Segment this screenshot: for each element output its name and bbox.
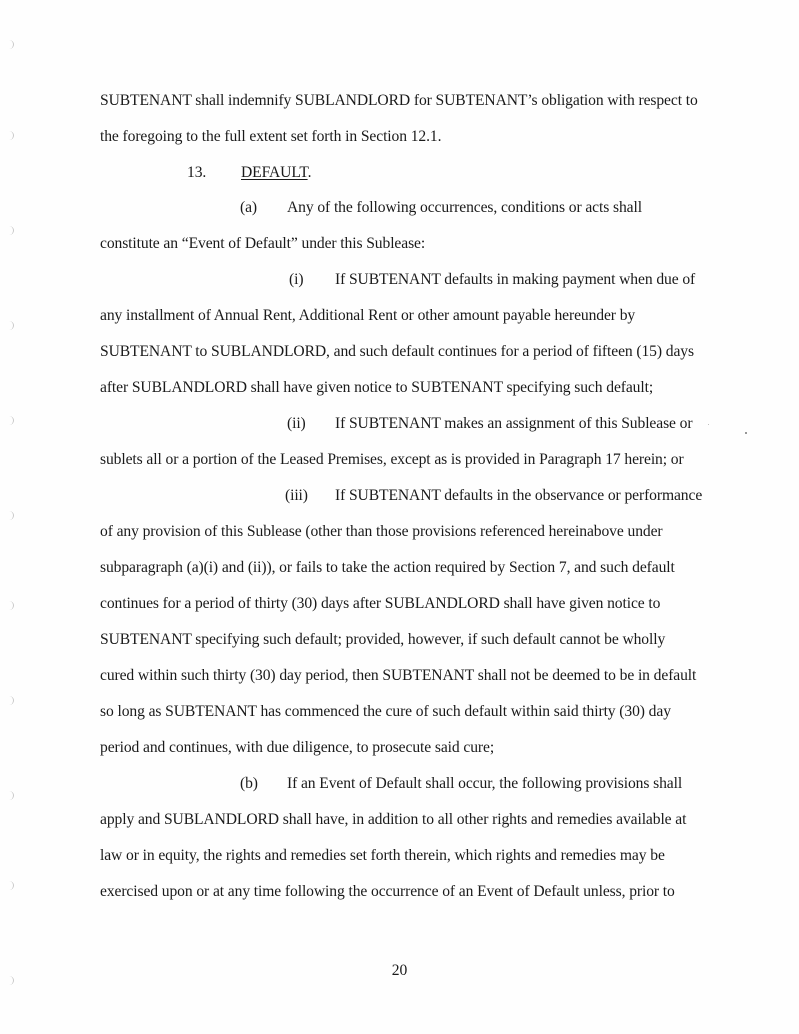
margin-mark [9,416,14,425]
text-line: of any provision of this Sublease (other than those provisions referenced hereinabove under [100,523,663,540]
text-line: after SUBLANDLORD shall have given notice to SUBTENANT specifying such default; [100,379,654,396]
text-line: sublets all or a portion of the Leased Premises, except as is provided in Paragraph 17 herein; or [100,451,684,468]
text-line: SUBTENANT to SUBLANDLORD, and such default continues for a period of fifteen (15) days [100,343,694,360]
margin-mark [9,226,14,235]
text-line: Any of the following occurrences, conditions or acts shall [287,199,642,216]
text-line: exercised upon or at any time following the occurrence of an Event of Default unless, prior to [100,883,675,900]
text-line: apply and SUBLANDLORD shall have, in addition to all other rights and remedies available at [100,811,687,828]
section-title [241,164,311,182]
margin-mark [9,696,14,705]
text-line: continues for a period of thirty (30) days after SUBLANDLORD shall have given notice to [100,595,661,612]
paragraph-marker: (iii) [285,487,308,504]
text-line: If SUBTENANT defaults in the observance or performance [335,487,703,504]
margin-mark [9,131,14,140]
text-line: constitute an “Event of Default” under this Sublease: [100,235,426,252]
margin-mark [9,321,14,330]
text-line: If SUBTENANT makes an assignment of this Sublease or [335,415,693,432]
text-line: If an Event of Default shall occur, the following provisions shall [287,775,683,792]
margin-mark [9,601,14,610]
text-line: cured within such thirty (30) day period, then SUBTENANT shall not be deemed to be in default [100,667,697,684]
text-line: period and continues, with due diligence, to prosecute said cure; [100,739,495,756]
section-title-text: DEFAULT [241,164,308,181]
paragraph-marker: (ii) [287,415,306,432]
text-line: If SUBTENANT defaults in making payment when due of [335,271,696,288]
section-heading [187,164,206,182]
text-line: law or in equity, the rights and remedies set forth therein, which rights and remedies may be [100,847,665,864]
margin-mark [9,511,14,520]
page-number: 20 [391,962,408,979]
text-line: SUBTENANT specifying such default; provided, however, if such default cannot be wholly [100,631,666,648]
scan-speck [745,432,747,434]
text-line: so long as SUBTENANT has commenced the cure of such default within said thirty (30) day [100,703,671,720]
text-line: the foregoing to the full extent set forth in Section 12.1. [100,128,442,145]
paragraph-marker: (b) [240,775,258,792]
margin-mark [9,40,14,49]
paragraph-marker: (a) [240,199,258,216]
margin-mark [9,791,14,800]
section-number: 13. [187,164,207,181]
text-line: SUBTENANT shall indemnify SUBLANDLORD for SUBTENANT’s obligation with respect to [100,92,698,109]
section-title-period: . [307,164,312,181]
paragraph-marker: (i) [289,271,304,288]
text-line: subparagraph (a)(i) and (ii)), or fails to take the action required by Section 7, and such default [100,559,675,576]
margin-mark [9,881,14,890]
scan-speck [708,424,709,425]
text-line: any installment of Annual Rent, Additional Rent or other amount payable hereunder by [100,307,636,324]
